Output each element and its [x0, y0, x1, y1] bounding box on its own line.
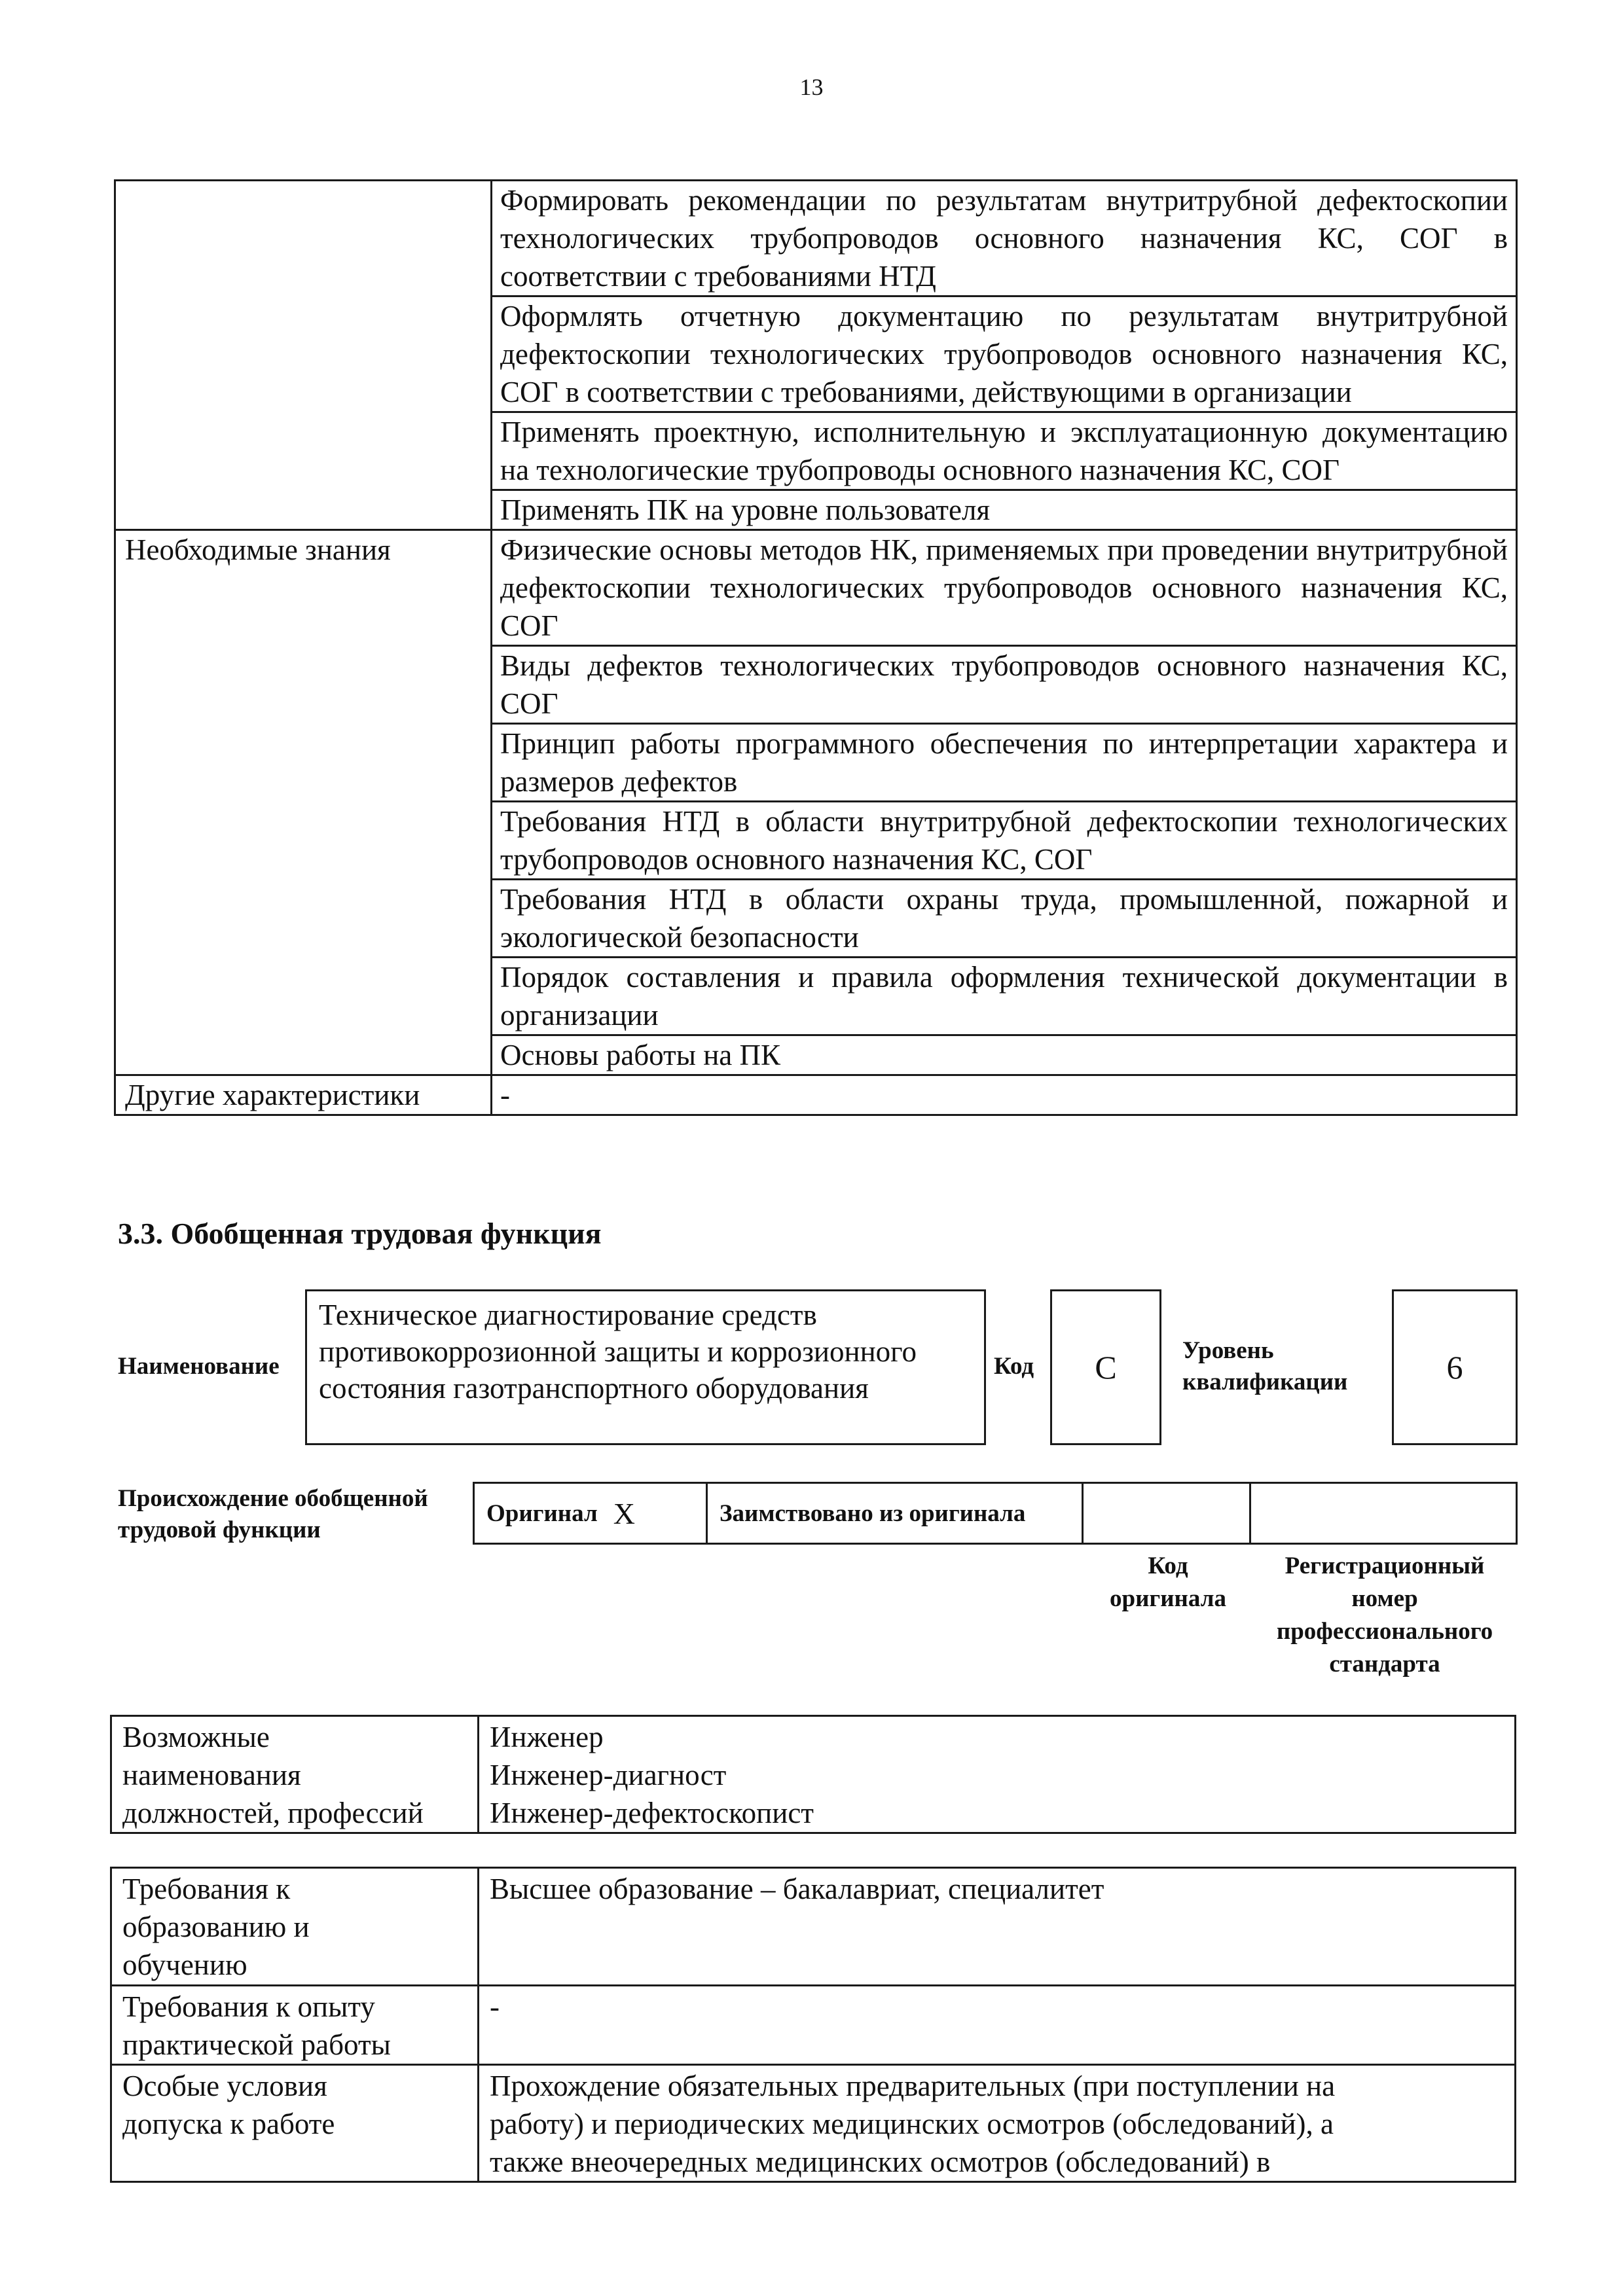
positions-table — [110, 1715, 1516, 1834]
reg-number-caption: Регистрационный номер профессионального стандарта — [1276, 1552, 1493, 1677]
knowledge-row: Основы работы на ПК — [492, 1035, 1517, 1075]
knowledge-row: Порядок составления и правила оформления технической документации в организации — [492, 958, 1517, 1035]
positions-label: Возможные наименования должностей, профессий — [111, 1716, 479, 1833]
requirements-table — [110, 1867, 1516, 2183]
origin-borrowed-cell: Заимствовано из оригинала — [708, 1484, 1084, 1543]
experience-label: Требования к опыту практической работы — [111, 1986, 479, 2065]
skills-knowledge-table — [114, 179, 1518, 1116]
knowledge-row: Виды дефектов технологических трубопроводов основного назначения КС, СОГ — [492, 646, 1517, 724]
skills-label-cell — [115, 181, 492, 530]
conditions-label: Особые условия допуска к работе — [111, 2065, 479, 2182]
education-value: Высшее образование – бакалавриат, специалитет — [479, 1868, 1516, 1986]
origin-original-mark: X — [613, 1496, 635, 1530]
origin-code-caption: Код оригинала — [1110, 1552, 1226, 1612]
knowledge-row: Принцип работы программного обеспечения по интерпретации характера и размеров дефектов — [492, 724, 1517, 802]
origin-reg-number-cell — [1251, 1484, 1516, 1543]
function-name-box: Техническое диагностирование средств противокоррозионной защиты и коррозионного состояния газотранспортного оборудования — [305, 1289, 986, 1445]
code-value-box: С — [1050, 1289, 1161, 1445]
other-characteristics-value: - — [492, 1075, 1517, 1115]
origin-row — [473, 1482, 1518, 1545]
qualification-level-box: 6 — [1392, 1289, 1518, 1445]
education-label: Требования к образованию и обучению — [111, 1868, 479, 1986]
origin-label: Происхождение обобщенной трудовой функции — [118, 1485, 428, 1543]
knowledge-row: Требования НТД в области охраны труда, промышленной, пожарной и экологической безопасности — [492, 880, 1517, 958]
knowledge-row: Требования НТД в области внутритрубной дефектоскопии технологических трубопроводов основного назначения КС, СОГ — [492, 802, 1517, 880]
level-label: Уровень квалификации — [1182, 1337, 1348, 1395]
skill-row: Оформлять отчетную документацию по результатам внутритрубной дефектоскопии технологических трубопроводов основного назначения КС, СОГ в соответствии с требованиями, действующими в организации — [492, 296, 1517, 412]
skill-row: Применять проектную, исполнительную и эксплуатационную документацию на технологические трубопроводы основного назначения КС, СОГ — [492, 412, 1517, 490]
positions-values: Инженер Инженер-диагност Инженер-дефектоскопист — [479, 1716, 1516, 1833]
origin-code-cell — [1084, 1484, 1251, 1543]
code-label: Код — [994, 1353, 1034, 1380]
knowledge-label: Необходимые знания — [115, 530, 492, 1075]
section-heading: 3.3. Обобщенная трудовая функция — [118, 1217, 602, 1250]
skill-row: Формировать рекомендации по результатам внутритрубной дефектоскопии технологических трубопроводов основного назначения КС, СОГ в соответствии с требованиями НТД — [492, 181, 1517, 296]
experience-value: - — [479, 1986, 1516, 2065]
origin-original-cell: Оригинал X — [475, 1484, 708, 1543]
other-characteristics-label: Другие характеристики — [115, 1075, 492, 1115]
page-number: 13 — [799, 74, 824, 100]
name-label: Наименование — [118, 1353, 280, 1380]
conditions-value: Прохождение обязательных предварительных (при поступлении на работу) и периодических медицинских осмотров (обследований), а также внеочередных медицинских осмотров (обследований) в — [479, 2065, 1516, 2182]
knowledge-row: Физические основы методов НК, применяемых при проведении внутритрубной дефектоскопии технологических трубопроводов основного назначения КС, СОГ — [492, 530, 1517, 646]
skill-row: Применять ПК на уровне пользователя — [492, 490, 1517, 530]
